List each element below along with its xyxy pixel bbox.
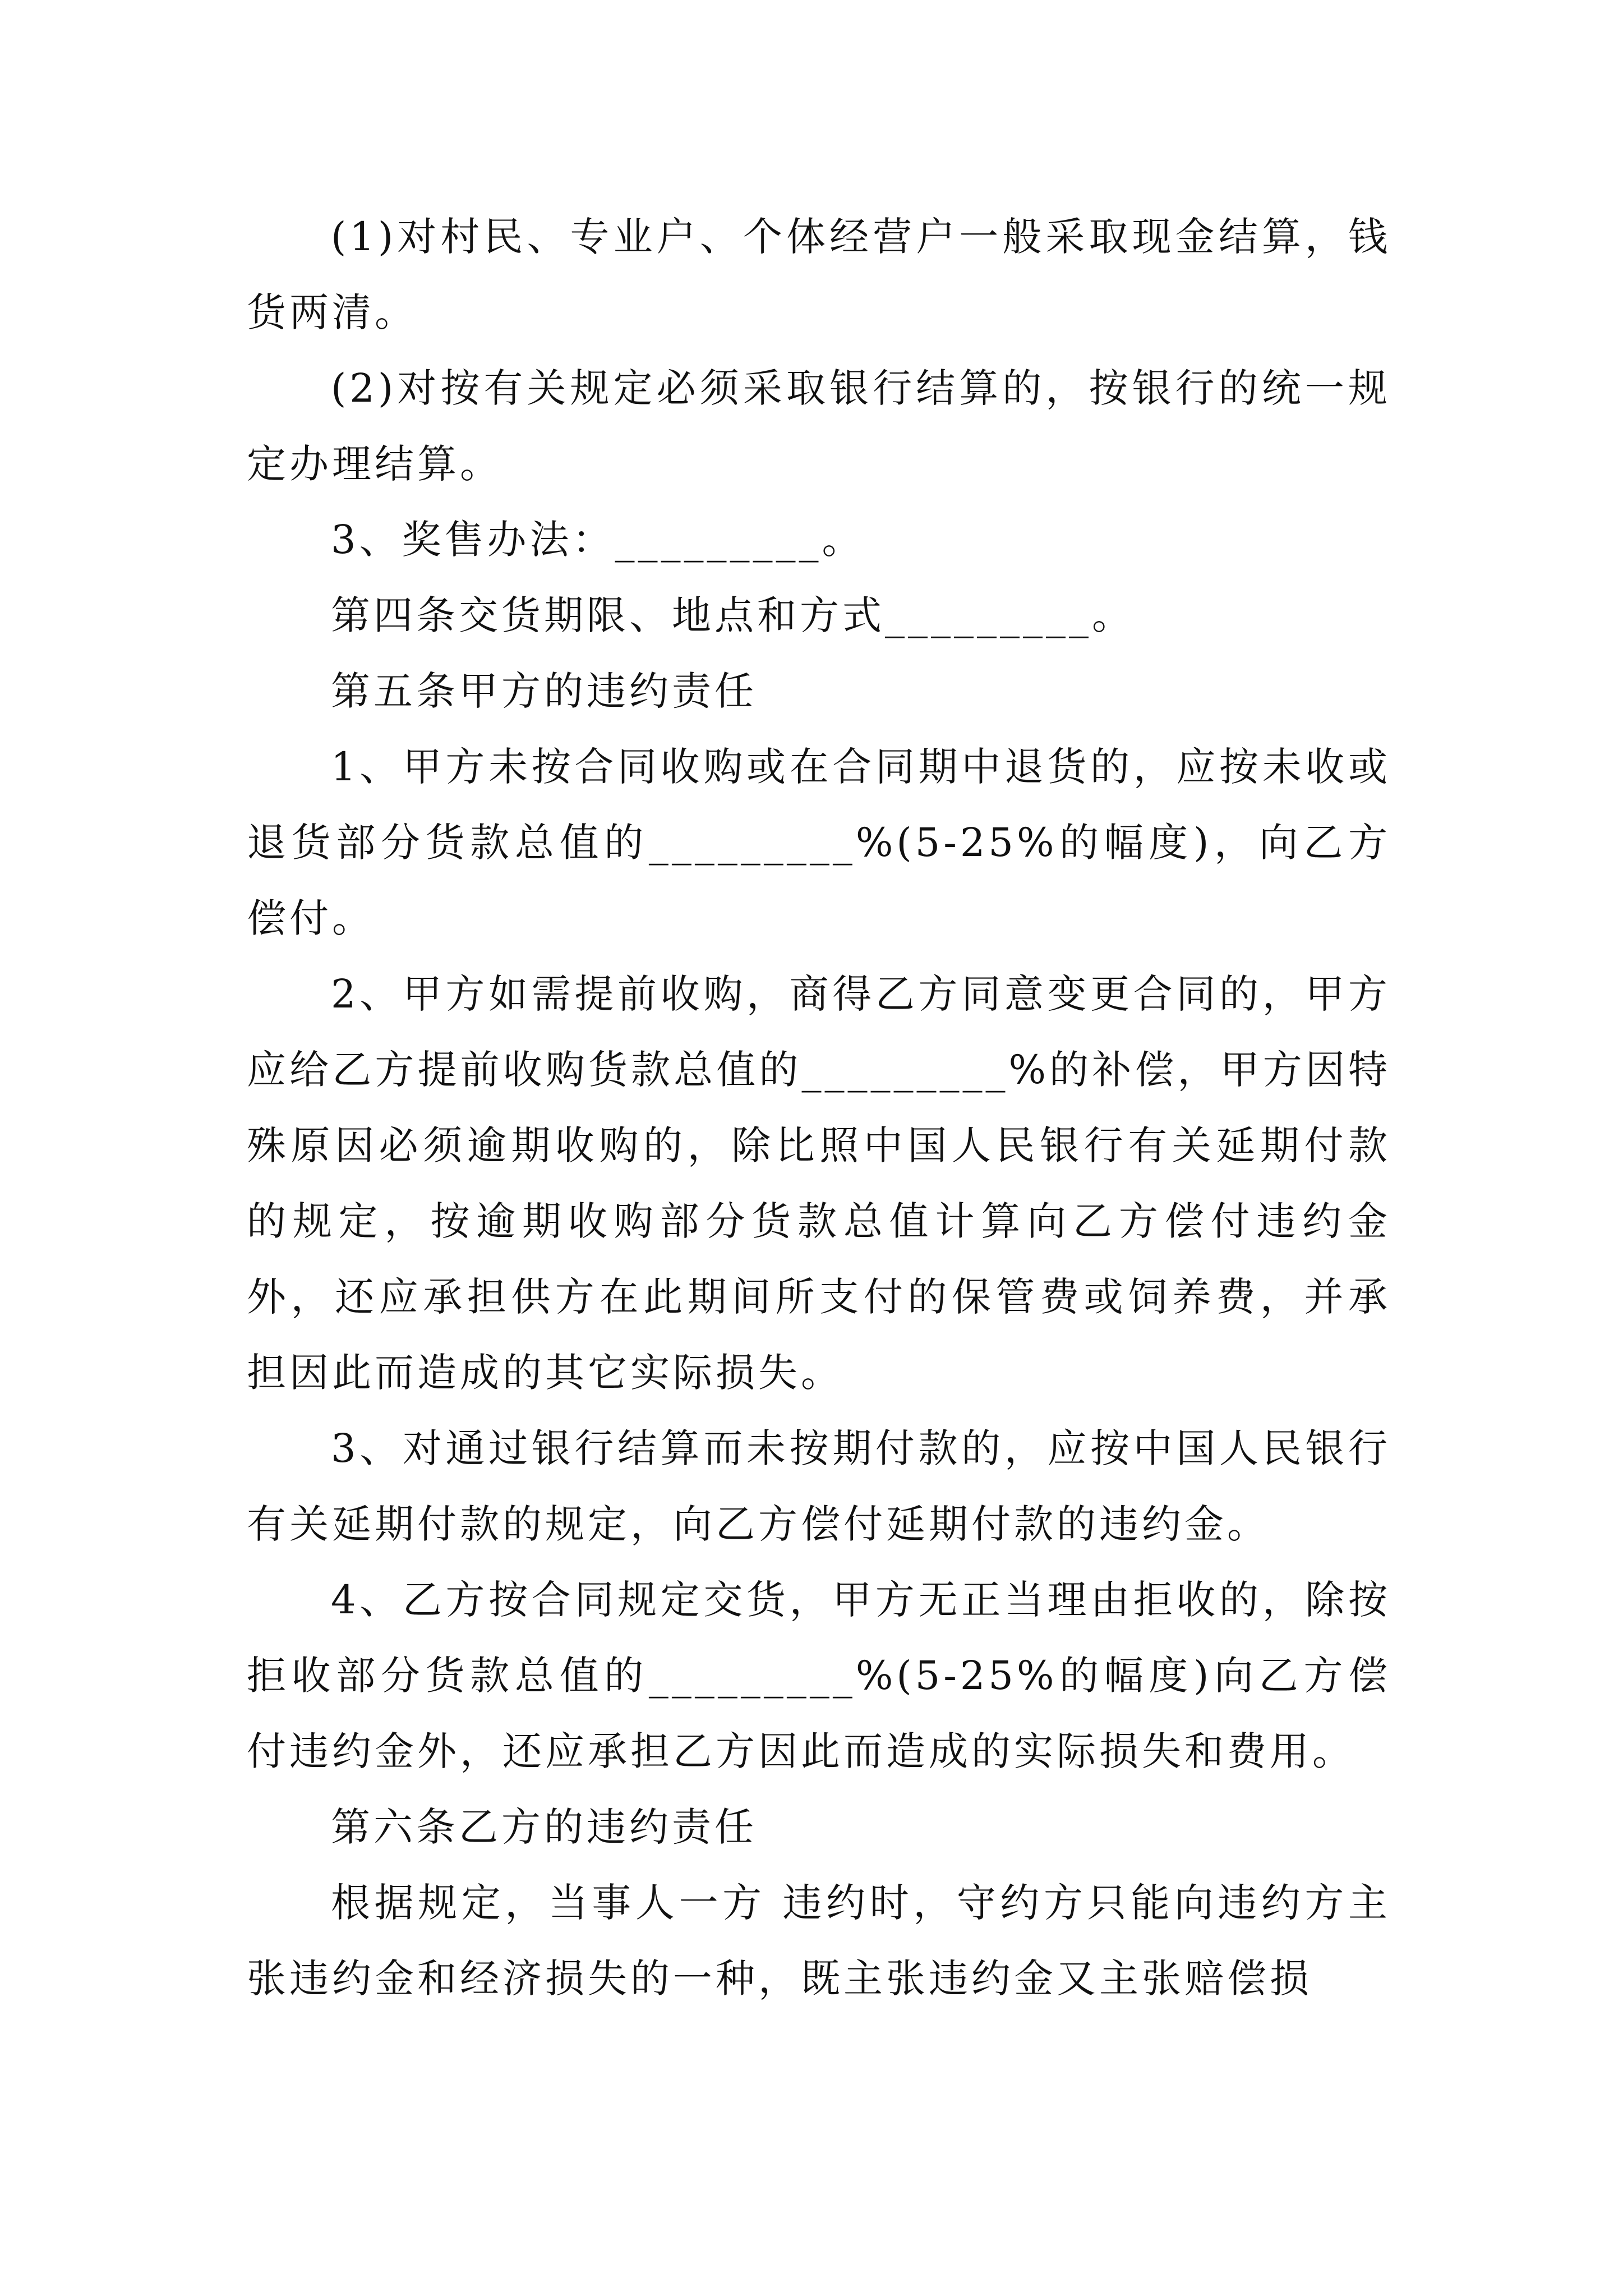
contract-body [247, 199, 1391, 2017]
heading-article-six: 第六条乙方的违约责任 [331, 1804, 757, 1850]
paragraph-incentive-method: 3、奖售办法：_________。 [331, 517, 865, 563]
paragraph-party-a-clause-2: 2、甲方如需提前收购，商得乙方同意变更合同的，甲方应给乙方提前收购货款总值的_________%的补偿，甲方因特殊原因必须逾期收购的，除比照中国人民银行有关延期付款的规定，按逾期收购部分货款总值计算向乙方偿付违约金外，还应承担供方在此期间所支付的保管费或饲养费，并承担因此而造成的其它实际损失。 [247, 971, 1391, 1396]
heading-article-five: 第五条甲方的违约责任 [331, 668, 757, 714]
paragraph-cash-settlement: (1)对村民、专业户、个体经营户一般采取现金结算，钱货两清。 [247, 214, 1391, 335]
paragraph-party-b-liability: 根据规定，当事人一方 违约时，守约方只能向违约方主张违约金和经济损失的一种，既主张违约金又主张赔偿损 [247, 1880, 1391, 2001]
paragraph-bank-settlement: (2)对按有关规定必须采取银行结算的，按银行的统一规定办理结算。 [247, 365, 1391, 487]
paragraph-party-a-clause-3: 3、对通过银行结算而未按期付款的，应按中国人民银行有关延期付款的规定，向乙方偿付延期付款的违约金。 [247, 1425, 1391, 1547]
paragraph-party-a-clause-4: 4、乙方按合同规定交货，甲方无正当理由拒收的，除按拒收部分货款总值的_________%(5-25%的幅度)向乙方偿付违约金外，还应承担乙方因此而造成的实际损失和费用。 [247, 1577, 1391, 1774]
paragraph-party-a-clause-1: 1、甲方未按合同收购或在合同期中退货的，应按未收或退货部分货款总值的_________%(5-25%的幅度)，向乙方偿付。 [247, 744, 1391, 941]
heading-article-four: 第四条交货期限、地点和方式_________。 [331, 592, 1135, 638]
